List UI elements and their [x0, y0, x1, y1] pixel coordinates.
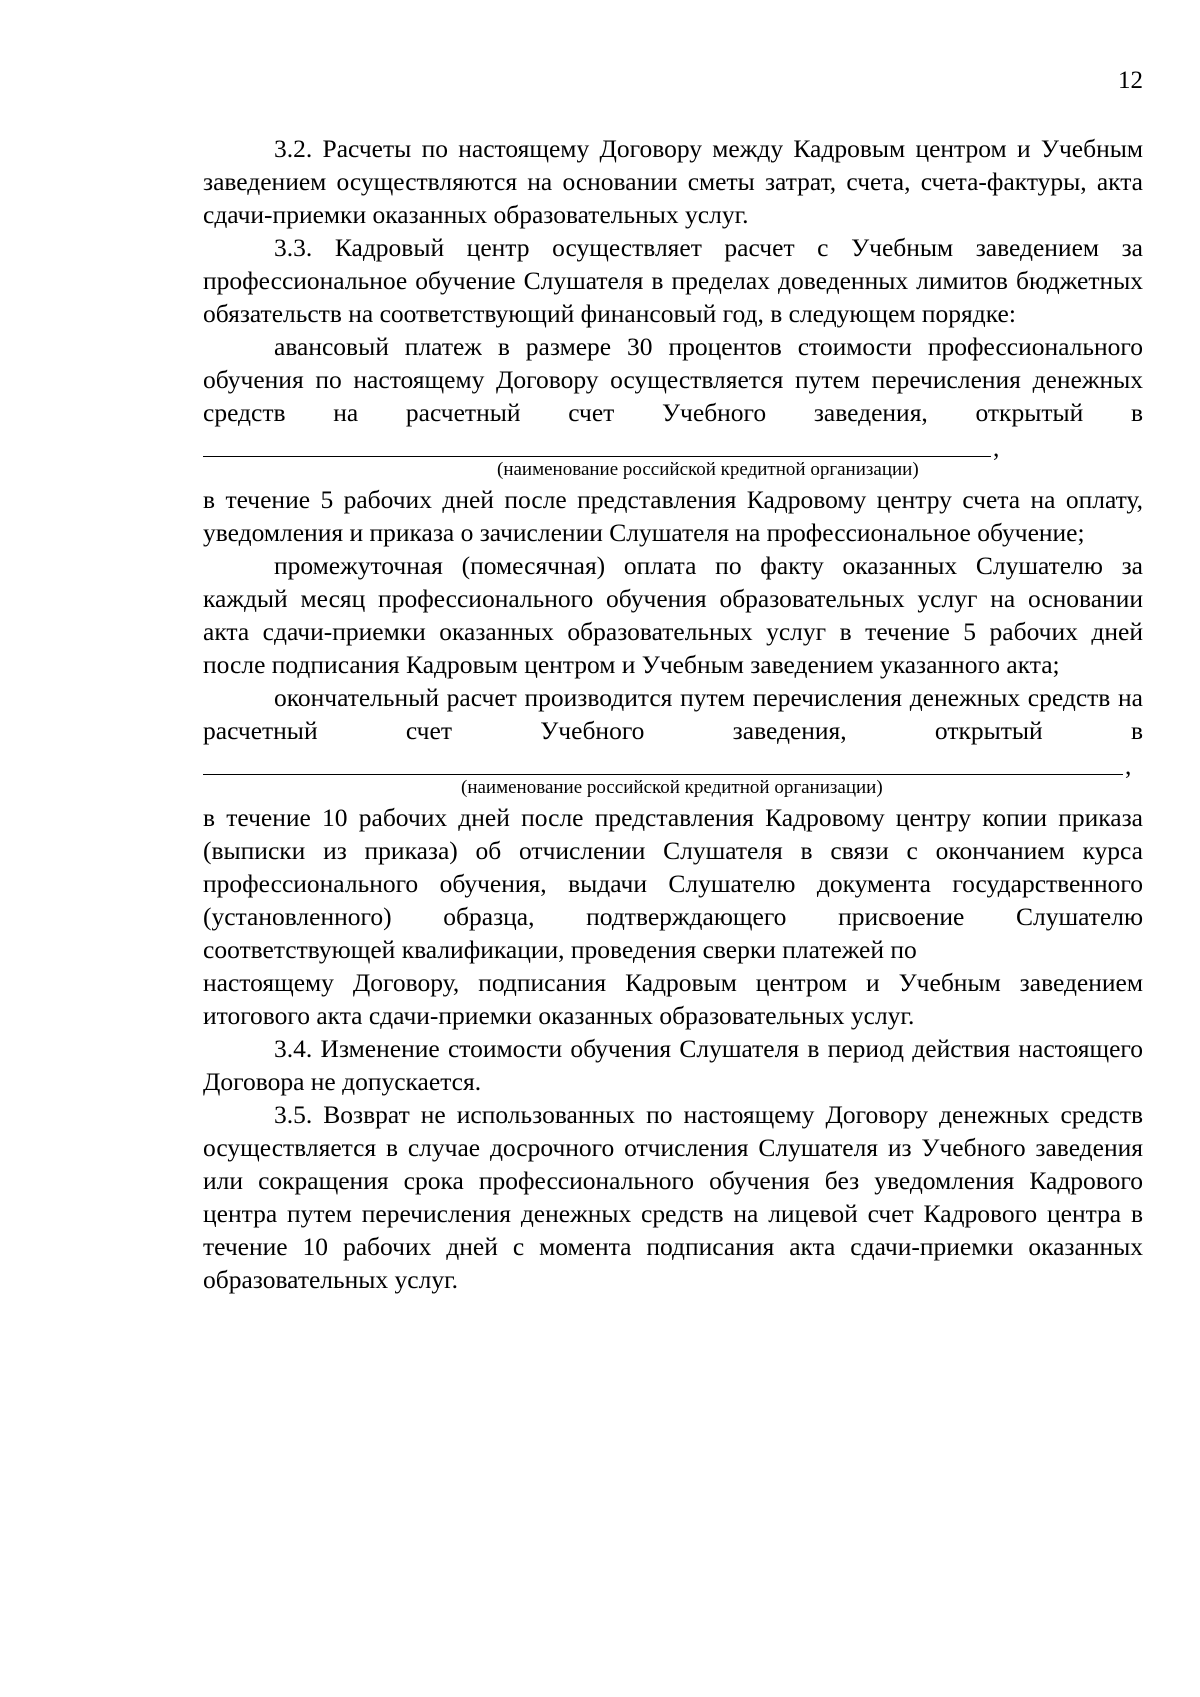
paragraph-3-2: 3.2. Расчеты по настоящему Договору между Кадровым центром и Учебным заведением осуществляются на основании сметы затрат, счета, счета-фактуры, акта сдачи-приемки оказанных образовательных услуг. — [203, 134, 1143, 229]
bank-name-caption-1 — [203, 457, 1143, 483]
bank-name-caption-2 — [203, 775, 1143, 801]
paragraph-3-4: 3.4. Изменение стоимости обучения Слушателя в период действия настоящего Договора не допускается. — [203, 1034, 1143, 1096]
paragraph-3-3: 3.3. Кадровый центр осуществляет расчет с Учебным заведением за профессиональное обучение Слушателя в пределах доведенных лимитов бюджетных обязательств на соответствующий финансовый год, в следующем порядке: — [203, 233, 1143, 328]
final-payment-continuation-a: в течение 10 рабочих дней после представления Кадровому центру копии приказа (выписки из приказа) об отчислении Слушателя в связи с окончанием курса профессионального обучения, выдачи Слушателю документа государственного (установленного) образца, подтверждающего присвоение Слушателю соответствующей квалификации, проведения сверки платежей по — [203, 803, 1143, 964]
page-number: 12 — [1118, 67, 1143, 94]
interim-payment-paragraph: промежуточная (помесячная) оплата по факту оказанных Слушателю за каждый месяц профессионального обучения образовательных услуг на основании акта сдачи-приемки оказанных образовательных услуг в течение 5 рабочих дней после подписания Кадровым центром и Учебным заведением указанного акта; — [203, 551, 1143, 679]
final-payment-continuation-b: настоящему Договору, подписания Кадровым центром и Учебным заведением итогового акта сдачи-приемки оказанных образовательных услуг. — [203, 968, 1143, 1030]
caption-text: (наименование российской кредитной организации) — [461, 777, 883, 798]
document-body — [203, 132, 1143, 1296]
paragraph-3-5: 3.5. Возврат не использованных по настоящему Договору денежных средств осуществляется в случае досрочного отчисления Слушателя из Учебного заведения или сокращения срока профессионального обучения без уведомления Кадрового центра путем перечисления денежных средств на лицевой счет Кадрового центра в течение 10 рабочих дней с момента подписания акта сдачи-приемки оказанных образовательных услуг. — [203, 1100, 1143, 1294]
advance-payment-paragraph: авансовый платеж в размере 30 процентов стоимости профессионального обучения по настоящему Договору осуществляется путем перечисления денежных средств на расчетный счет Учебного заведения, открытый в — [203, 332, 1143, 427]
advance-payment-continuation: в течение 5 рабочих дней после представления Кадровому центру счета на оплату, уведомления и приказа о зачислении Слушателя на профессиональное обучение; — [203, 485, 1143, 547]
final-payment-paragraph: окончательный расчет производится путем перечисления денежных средств на расчетный счет Учебного заведения, открытый в — [203, 683, 1143, 745]
caption-text: (наименование российской кредитной организации) — [497, 459, 919, 480]
blank-comma: , — [993, 433, 1000, 462]
blank-comma: , — [1125, 751, 1132, 780]
